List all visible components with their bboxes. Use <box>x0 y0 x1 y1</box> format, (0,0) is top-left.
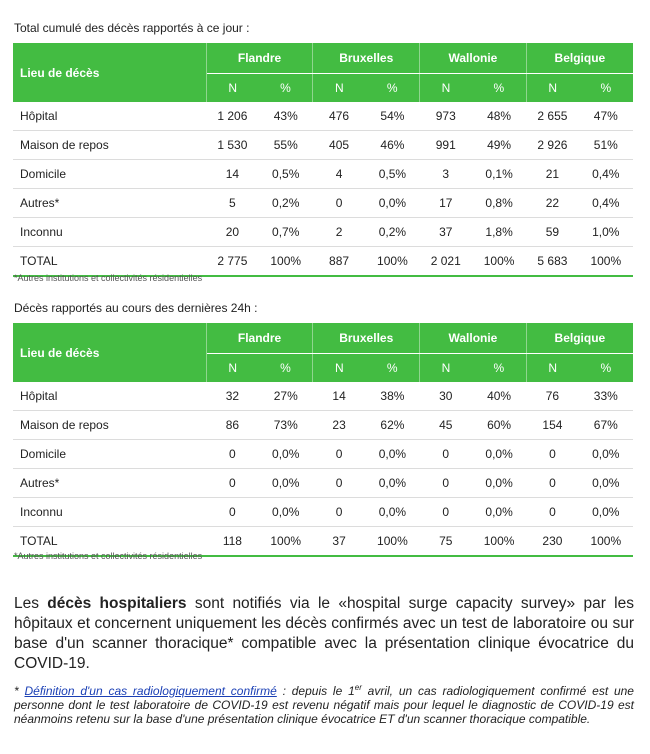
percent-cell: 0,0% <box>259 469 313 498</box>
count-cell: 37 <box>313 527 365 557</box>
count-cell: 0 <box>526 498 578 527</box>
count-cell: 20 <box>206 218 258 247</box>
count-cell: 21 <box>526 160 578 189</box>
count-cell: 2 021 <box>420 247 472 277</box>
row-label: Domicile <box>13 160 206 189</box>
table-row <box>13 469 633 498</box>
table2-body <box>13 382 633 556</box>
table1-body <box>13 102 633 276</box>
pct-header: % <box>365 354 419 383</box>
percent-cell: 27% <box>259 382 313 411</box>
percent-cell: 0,0% <box>579 440 633 469</box>
table2-caption: Décès rapportés au cours des dernières 24h : <box>14 301 258 315</box>
row-label: Autres* <box>13 189 206 218</box>
count-cell: 0 <box>313 440 365 469</box>
paragraph-text-after: sont notifiés via le «hospital surge capacity survey» par les hôpitaux et concernent uniquement les décès confirmés avec un test de laboratoire ou sur base d'un scanner thoracique* compatible avec la présentation clinique évocatrice du COVID-19. <box>14 595 634 672</box>
percent-cell: 0,1% <box>472 160 526 189</box>
percent-cell: 0,4% <box>579 160 633 189</box>
percent-cell: 51% <box>579 131 633 160</box>
count-cell: 973 <box>420 102 472 131</box>
percent-cell: 0,2% <box>259 189 313 218</box>
count-cell: 1 206 <box>206 102 258 131</box>
count-cell: 0 <box>206 469 258 498</box>
count-cell: 0 <box>206 498 258 527</box>
percent-cell: 100% <box>365 527 419 557</box>
count-cell: 76 <box>526 382 578 411</box>
region-header-belgique: Belgique <box>526 43 633 74</box>
percent-cell: 73% <box>259 411 313 440</box>
row-label: Autres* <box>13 469 206 498</box>
percent-cell: 100% <box>259 527 313 557</box>
percent-cell: 0,0% <box>365 498 419 527</box>
percent-cell: 1,0% <box>579 218 633 247</box>
count-cell: 22 <box>526 189 578 218</box>
row-label: Hôpital <box>13 382 206 411</box>
count-cell: 118 <box>206 527 258 557</box>
table-row <box>13 498 633 527</box>
count-cell: 75 <box>420 527 472 557</box>
table1-footnote: *Autres institutions et collectivités résidentielles <box>14 273 203 283</box>
count-cell: 405 <box>313 131 365 160</box>
pct-header: % <box>472 354 526 383</box>
place-of-death-header: Lieu de décès <box>13 323 206 382</box>
count-cell: 0 <box>526 469 578 498</box>
percent-cell: 0,0% <box>579 498 633 527</box>
region-header-wallonie: Wallonie <box>420 323 527 354</box>
table-row <box>13 218 633 247</box>
count-cell: 14 <box>313 382 365 411</box>
percent-cell: 60% <box>472 411 526 440</box>
percent-cell: 55% <box>259 131 313 160</box>
count-cell: 30 <box>420 382 472 411</box>
count-cell: 59 <box>526 218 578 247</box>
count-cell: 0 <box>206 440 258 469</box>
percent-cell: 0,0% <box>472 469 526 498</box>
n-header: N <box>313 74 365 103</box>
table-row <box>13 247 633 277</box>
count-cell: 45 <box>420 411 472 440</box>
percent-cell: 0,0% <box>472 440 526 469</box>
count-cell: 476 <box>313 102 365 131</box>
percent-cell: 100% <box>365 247 419 277</box>
count-cell: 0 <box>420 440 472 469</box>
row-label: TOTAL <box>13 527 206 557</box>
percent-cell: 1,8% <box>472 218 526 247</box>
n-header: N <box>420 354 472 383</box>
table-row <box>13 189 633 218</box>
count-cell: 0 <box>420 498 472 527</box>
count-cell: 230 <box>526 527 578 557</box>
row-label: Maison de repos <box>13 131 206 160</box>
region-header-bruxelles: Bruxelles <box>313 43 420 74</box>
row-label: Domicile <box>13 440 206 469</box>
count-cell: 3 <box>420 160 472 189</box>
count-cell: 0 <box>313 469 365 498</box>
table-row <box>13 411 633 440</box>
region-header-bruxelles: Bruxelles <box>313 323 420 354</box>
percent-cell: 0,7% <box>259 218 313 247</box>
last-24h-deaths-table <box>13 323 633 557</box>
n-header: N <box>206 74 258 103</box>
count-cell: 14 <box>206 160 258 189</box>
count-cell: 17 <box>420 189 472 218</box>
count-cell: 887 <box>313 247 365 277</box>
percent-cell: 0,2% <box>365 218 419 247</box>
pct-header: % <box>472 74 526 103</box>
count-cell: 5 683 <box>526 247 578 277</box>
percent-cell: 0,5% <box>365 160 419 189</box>
n-header: N <box>526 354 578 383</box>
count-cell: 37 <box>420 218 472 247</box>
table2-footnote: *Autres institutions et collectivités résidentielles <box>14 551 203 561</box>
percent-cell: 38% <box>365 382 419 411</box>
paragraph-text-before: Les <box>14 595 48 612</box>
percent-cell: 48% <box>472 102 526 131</box>
note-text-after: avril, un cas radiologiquement confirmé est une personne dont le test laboratoire de COVID-19 est revenu négatif mais pour lequel le diagnostic de COVID-19 est néanmoins retenu sur la base d'une présentation clinique évocatrice ET d'un scanner thoracique compatible. <box>14 684 634 726</box>
percent-cell: 0,5% <box>259 160 313 189</box>
row-label: Hôpital <box>13 102 206 131</box>
pct-header: % <box>579 74 633 103</box>
hospital-deaths-paragraph <box>14 594 634 674</box>
pct-header: % <box>365 74 419 103</box>
count-cell: 32 <box>206 382 258 411</box>
percent-cell: 0,0% <box>365 189 419 218</box>
percent-cell: 0,4% <box>579 189 633 218</box>
count-cell: 23 <box>313 411 365 440</box>
percent-cell: 49% <box>472 131 526 160</box>
pct-header: % <box>579 354 633 383</box>
definition-link[interactable]: Définition d'un cas radiologiquement confirmé <box>24 684 277 698</box>
pct-header: % <box>259 74 313 103</box>
region-header-flandre: Flandre <box>206 323 313 354</box>
paragraph-bold-text: décès hospitaliers <box>47 595 187 612</box>
table-row <box>13 160 633 189</box>
percent-cell: 100% <box>579 527 633 557</box>
percent-cell: 0,0% <box>365 469 419 498</box>
percent-cell: 47% <box>579 102 633 131</box>
table-row <box>13 102 633 131</box>
region-header-flandre: Flandre <box>206 43 313 74</box>
percent-cell: 100% <box>579 247 633 277</box>
percent-cell: 40% <box>472 382 526 411</box>
percent-cell: 100% <box>259 247 313 277</box>
count-cell: 2 655 <box>526 102 578 131</box>
count-cell: 1 530 <box>206 131 258 160</box>
region-header-wallonie: Wallonie <box>420 43 527 74</box>
radiological-definition-note <box>14 681 634 726</box>
percent-cell: 0,0% <box>579 469 633 498</box>
percent-cell: 33% <box>579 382 633 411</box>
percent-cell: 67% <box>579 411 633 440</box>
percent-cell: 0,0% <box>365 440 419 469</box>
cumulative-deaths-table <box>13 43 633 277</box>
percent-cell: 0,8% <box>472 189 526 218</box>
count-cell: 2 926 <box>526 131 578 160</box>
region-header-belgique: Belgique <box>526 323 633 354</box>
row-label: TOTAL <box>13 247 206 277</box>
pct-header: % <box>259 354 313 383</box>
note-text-mid: : depuis le 1 <box>276 684 355 698</box>
count-cell: 5 <box>206 189 258 218</box>
place-of-death-header: Lieu de décès <box>13 43 206 102</box>
row-label: Inconnu <box>13 498 206 527</box>
note-superscript: er <box>354 683 362 692</box>
n-header: N <box>526 74 578 103</box>
table-row <box>13 131 633 160</box>
table-row <box>13 382 633 411</box>
count-cell: 0 <box>313 189 365 218</box>
count-cell: 0 <box>526 440 578 469</box>
percent-cell: 0,0% <box>259 440 313 469</box>
row-label: Inconnu <box>13 218 206 247</box>
percent-cell: 0,0% <box>259 498 313 527</box>
n-header: N <box>206 354 258 383</box>
n-header: N <box>313 354 365 383</box>
table1-caption: Total cumulé des décès rapportés à ce jour : <box>14 21 250 35</box>
count-cell: 2 <box>313 218 365 247</box>
count-cell: 0 <box>420 469 472 498</box>
count-cell: 86 <box>206 411 258 440</box>
percent-cell: 100% <box>472 247 526 277</box>
count-cell: 0 <box>313 498 365 527</box>
percent-cell: 54% <box>365 102 419 131</box>
table-row <box>13 440 633 469</box>
percent-cell: 0,0% <box>472 498 526 527</box>
percent-cell: 43% <box>259 102 313 131</box>
row-label: Maison de repos <box>13 411 206 440</box>
count-cell: 2 775 <box>206 247 258 277</box>
count-cell: 154 <box>526 411 578 440</box>
n-header: N <box>420 74 472 103</box>
percent-cell: 46% <box>365 131 419 160</box>
count-cell: 991 <box>420 131 472 160</box>
percent-cell: 62% <box>365 411 419 440</box>
note-star: * <box>14 684 25 698</box>
percent-cell: 100% <box>472 527 526 557</box>
count-cell: 4 <box>313 160 365 189</box>
